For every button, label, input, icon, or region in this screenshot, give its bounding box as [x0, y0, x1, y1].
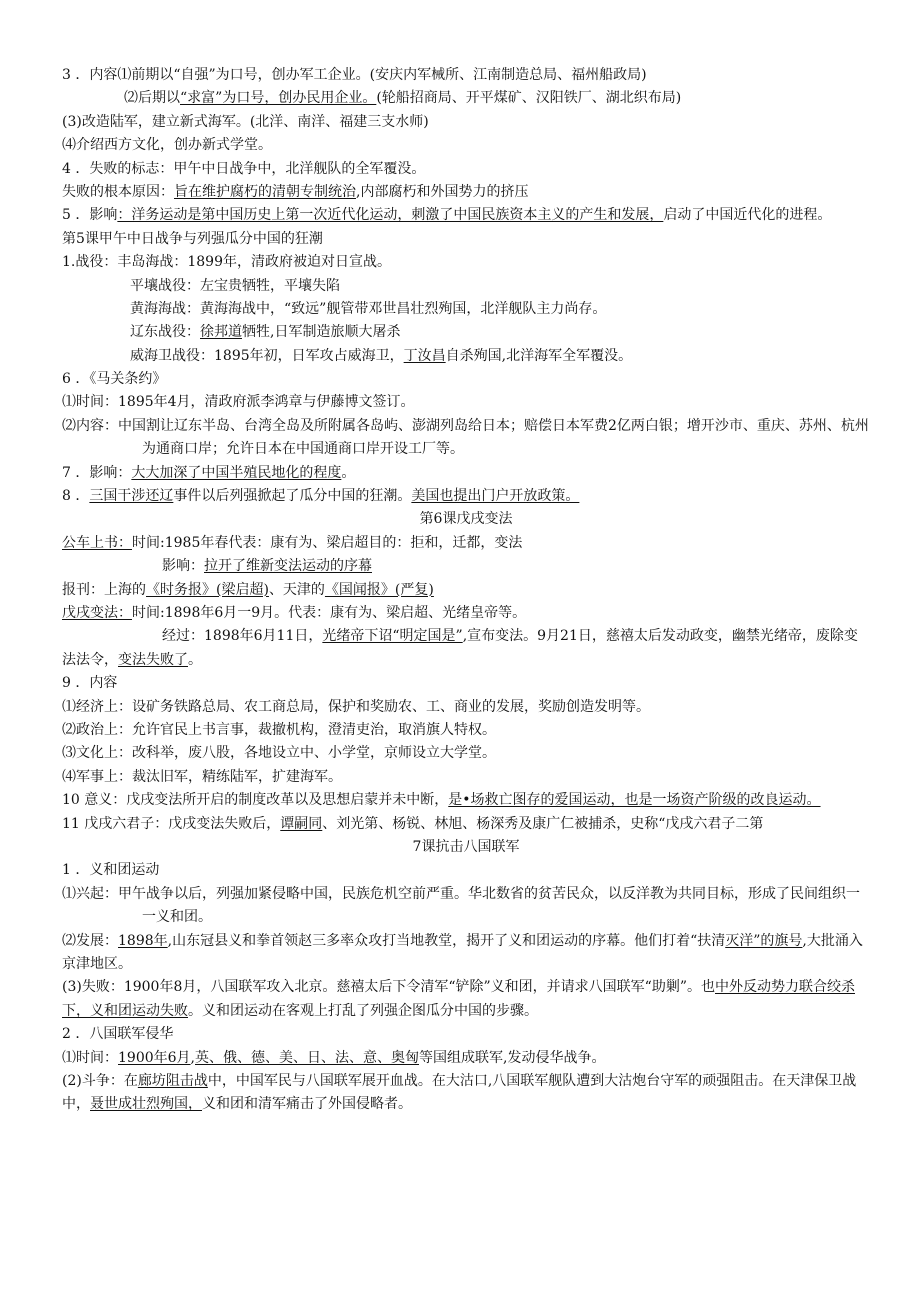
- underlined-text: 英、俄、德、美、日、法、意、奥匈: [195, 1049, 419, 1066]
- text-segment: 辽东战役：: [130, 324, 200, 341]
- section-heading: [62, 508, 870, 531]
- text-line: [62, 415, 870, 462]
- text-segment: ⑵政治上：允许官民上书言事，裁撤机构，澄清吏治，取消旗人特权。: [62, 722, 496, 739]
- text-line: [62, 976, 870, 1023]
- text-segment: ,山东冠县义和拳首领赵三多率众攻打当地教堂，揭开了义和团运动的序幕。他们打着“扶清: [167, 932, 726, 949]
- text-segment: ⑷军事上：裁汰旧军，精练陆军，扩建海军。: [62, 768, 342, 785]
- text-line: [62, 625, 870, 672]
- text-segment: ⑵发展：: [62, 932, 118, 949]
- text-line: [62, 766, 870, 789]
- text-segment: 第6课戊戌变法: [419, 511, 513, 528]
- underlined-text: 廊坊阻击战: [137, 1072, 208, 1089]
- text-segment: 。义和团运动在客观上打乱了列强企图瓜分中国的步骤。: [188, 1002, 538, 1019]
- text-segment: 影响：: [162, 558, 204, 575]
- text-segment: ⑴时间：: [62, 1049, 118, 1066]
- text-line: [62, 930, 870, 977]
- underlined-text: 公车上书：: [62, 534, 132, 551]
- text-segment: ⑴兴起：甲午战争以后，列强加紧侵略中国，民族危机空前严重。华北数省的贫苦民众，以反洋教为共同目标，形成了民间组织一一义和团。: [62, 885, 860, 926]
- text-line: [62, 228, 870, 251]
- text-segment: 3 ．内容⑴前期以“自强”为口号，创办军工企业。(安庆内军械所、江南制造总局、福州船政局): [62, 67, 647, 83]
- text-segment: 失败的根本原因：: [62, 183, 174, 200]
- text-segment: 启动了中国近代化的进程。: [663, 207, 832, 224]
- text-segment: 牺牲,日军制造旅顺大屠杀: [242, 324, 401, 341]
- text-segment: 11 戊戌六君子：戊戌变法失败后，: [62, 815, 281, 832]
- text-line: [62, 1023, 870, 1046]
- text-line: [62, 134, 870, 157]
- text-line: [62, 1047, 870, 1070]
- text-line: [62, 251, 870, 274]
- text-line: [62, 345, 870, 368]
- text-segment: ⑶文化上：改科举，废八股，各地设立中、小学堂，京师设立大学堂。: [62, 745, 496, 762]
- text-segment: 2 ．八国联军侵华: [62, 1026, 174, 1043]
- text-line: [62, 555, 870, 578]
- text-segment: 1.战役：丰岛海战：1899年，清政府被迫对日宣战。: [62, 254, 391, 271]
- text-segment: 7课抗击八国联军: [412, 838, 520, 855]
- underlined-text: 旨在维护腐朽的清朝专制统治: [174, 183, 356, 200]
- text-line: [62, 485, 870, 508]
- text-segment: 第5课甲午中日战争与列强瓜分中国的狂潮: [62, 230, 323, 247]
- underlined-text: 大大加深了中国半殖民地化的程度: [131, 464, 342, 481]
- text-segment: 7 ．影响：: [62, 464, 132, 481]
- text-segment: 。: [341, 464, 356, 481]
- text-segment: (轮船招商局、开平煤矿、汉阳铁厂、湖北织布局): [376, 90, 682, 107]
- underlined-text: 《国闻报》(严复): [324, 581, 434, 598]
- text-line: [62, 742, 870, 765]
- text-segment: 6 ．《马关条约》: [62, 371, 167, 388]
- text-segment: 时间:1985年春代表：康有为、梁启超目的：拒和，迁都，变法: [132, 534, 523, 551]
- text-segment: 中，中国军民与八国联军展开血战。在大沽口,八国联军舰队遭到大沽炮台守军的顽强阻击。在天津保卫战中，: [62, 1072, 857, 1113]
- text-line: [62, 532, 870, 555]
- text-segment: 报刊：上海的: [62, 581, 146, 598]
- text-line: [62, 321, 870, 344]
- text-line: [62, 602, 870, 625]
- underlined-text: 拉开了维新变法运动的序幕: [204, 558, 372, 575]
- underlined-text: 美国也提出门户开放政策。: [411, 488, 580, 505]
- underlined-text: 1900年6月: [118, 1049, 191, 1066]
- text-line: [62, 64, 870, 87]
- text-segment: 威海卫战役：1895年初，日军攻占威海卫，: [130, 347, 404, 364]
- text-segment: ⑵内容：中国割让辽东半岛、台湾全岛及所附属各岛屿、澎湖列岛给日本；赔偿日本军费2亿两白银；增开沙市、重庆、苏州、杭州为通商口岸；允许日本在中国通商口岸开设工厂等。: [62, 417, 869, 458]
- text-segment: 5 ．影响: [62, 207, 118, 224]
- text-segment: 平壤战役：左宝贵牺牲，平壤失陷: [130, 277, 340, 294]
- text-segment: ,大批涌入京津地区。: [62, 932, 863, 972]
- text-line: [62, 813, 870, 836]
- text-segment: ,宣布变法。9月21日，慈禧太后发动政变，幽禁光绪帝，废除变法法令，: [62, 628, 858, 668]
- text-line: [62, 719, 870, 742]
- text-line: [62, 696, 870, 719]
- underlined-text: 徐邦道: [200, 324, 242, 341]
- underlined-text: “求富”为口号，创办民用企业。: [180, 90, 377, 107]
- text-segment: 自杀殉国,北洋海军全军覆没。: [445, 347, 633, 364]
- text-segment: (3)失败：1900年8月，八国联军攻入北京。慈禧太后下令清军“铲除”义和团，并请求八国联军“助剿”。也: [62, 979, 715, 996]
- text-line: [62, 275, 870, 298]
- underlined-text: 三国干涉还辽: [89, 488, 174, 505]
- text-line: [62, 111, 870, 134]
- text-segment: 10 意义：戊戌变法所开启的制度改革以及思想启蒙并未中断，: [62, 792, 449, 809]
- text-segment: 8 ．: [62, 488, 90, 505]
- text-segment: 。: [188, 651, 202, 668]
- underlined-text: 谭嗣同: [280, 815, 323, 832]
- underlined-text: 变法失败了: [118, 651, 188, 668]
- text-segment: 、天津的: [268, 581, 325, 598]
- text-segment: 、刘光第、杨锐、林旭、杨深秀及康广仁被捕杀，史称“戊戌六君子二第: [322, 815, 764, 832]
- text-segment: 黄海海战：黄海海战中，“致远”舰管带邓世昌壮烈殉国，北洋舰队主力尚存。: [130, 300, 607, 317]
- text-line: [62, 181, 870, 204]
- text-segment: 9 ．内容: [62, 675, 118, 692]
- text-segment: (2)斗争：在: [62, 1072, 138, 1089]
- text-segment: 义和团和清军痛击了外国侵略者。: [202, 1096, 412, 1113]
- text-line: [62, 859, 870, 882]
- text-line: [62, 391, 870, 414]
- text-line: [62, 579, 870, 602]
- underlined-text: ：洋务运动是第中国历史上第一次近代化运动，刺激了中国民族资本主义的产生和发展，: [117, 207, 664, 224]
- text-segment: 等国组成联军,发动侵华战争。: [419, 1049, 606, 1066]
- underlined-text: 丁汝昌: [403, 347, 446, 364]
- text-line: [62, 87, 870, 110]
- text-segment: 时间:1898年6月一9月。代表：康有为、梁启超、光绪皇帝等。: [132, 605, 527, 622]
- text-segment: 事件以后列强掀起了瓜分中国的狂潮。: [173, 488, 412, 505]
- underlined-text: 灭洋”的旗号: [725, 932, 803, 949]
- text-segment: ⑴时间：1895年4月，清政府派李鸿章与伊藤博文签订。: [62, 394, 415, 411]
- text-line: [62, 462, 870, 485]
- text-line: [62, 789, 870, 812]
- underlined-text: 中外反动势力联合绞杀下，义和团运动失败: [62, 979, 855, 1019]
- text-line: [62, 672, 870, 695]
- text-line: [62, 883, 870, 930]
- text-segment: 1 ．义和团运动: [62, 862, 160, 879]
- underlined-text: 戊戌变法：: [62, 605, 132, 622]
- underlined-text: 1898年: [118, 932, 168, 949]
- text-segment: ,: [190, 1049, 195, 1066]
- text-segment: ⑴经济上：设矿务铁路总局、农工商总局，保护和奖励农、工、商业的发展，奖励创造发明等。: [62, 698, 650, 715]
- section-heading: [62, 836, 870, 859]
- text-line: [62, 158, 870, 181]
- text-line: [62, 298, 870, 321]
- text-line: [62, 204, 870, 227]
- text-segment: ,内部腐朽和外国势力的挤压: [356, 183, 529, 200]
- text-line: [62, 1070, 870, 1117]
- underlined-text: 《时务报》(梁启超): [146, 581, 269, 598]
- text-segment: (3)改造陆军，建立新式海军。(北洋、南洋、福建三支水师): [62, 113, 429, 130]
- underlined-text: 聂世成壮烈殉国，: [90, 1096, 202, 1113]
- underlined-text: 是•场救亡图存的爱国运动，也是一场资产阶级的改良运动。: [448, 792, 821, 809]
- text-segment: 经过：1898年6月11日，: [162, 628, 323, 645]
- text-line: [62, 368, 870, 391]
- text-segment: 4 ．失败的标志：甲午中日战争中，北洋舰队的全军覆没。: [62, 160, 426, 177]
- text-segment: ⑷介绍西方文化，创办新式学堂。: [62, 137, 272, 154]
- underlined-text: 光绪帝下诏“明定国是”: [322, 628, 463, 645]
- text-segment: ⑵后期以: [124, 90, 180, 107]
